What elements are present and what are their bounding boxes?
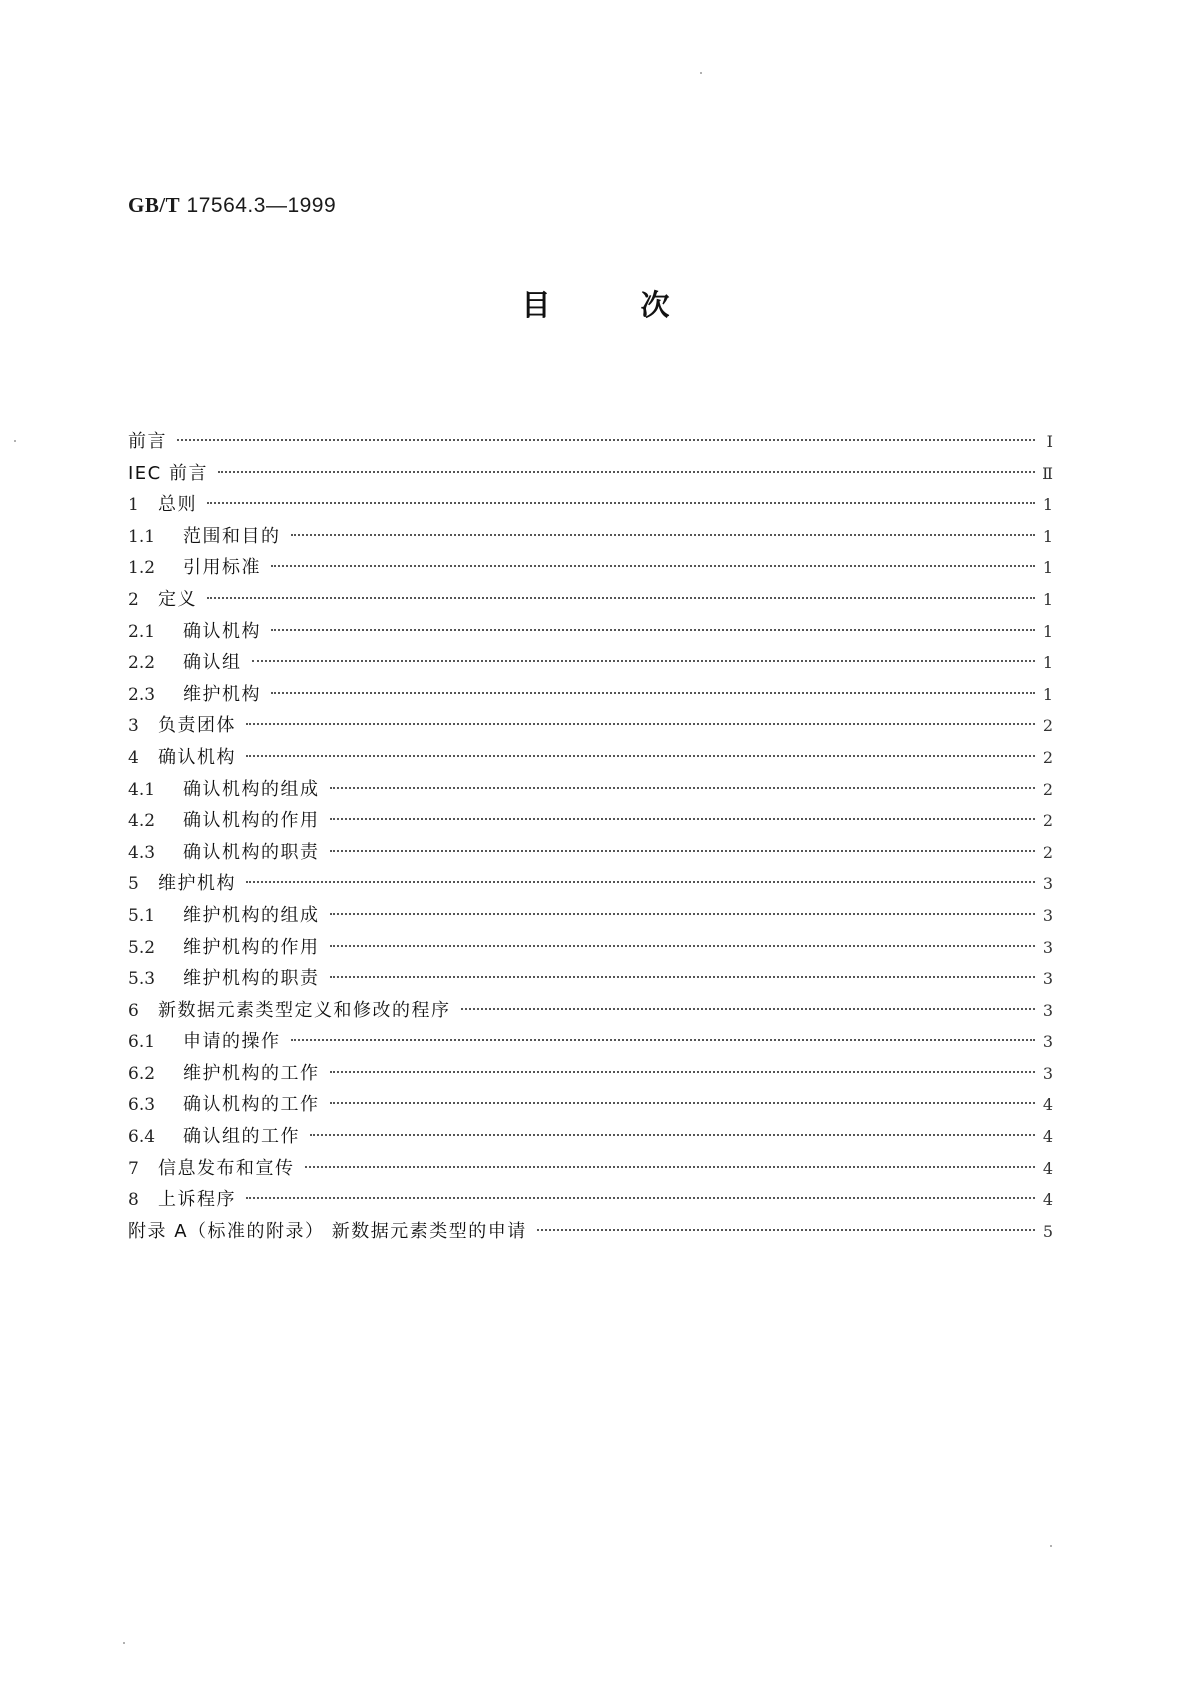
- toc-entry-number: 1.2: [128, 558, 156, 579]
- dot-leader: [177, 439, 1035, 441]
- toc-entry-number: 6.2: [128, 1063, 156, 1084]
- dot-leader: [537, 1229, 1035, 1231]
- toc-entry: [128, 1058, 1053, 1090]
- toc-entry: [128, 426, 1053, 458]
- toc-entry: [128, 1026, 1053, 1058]
- dot-leader: [305, 1166, 1036, 1168]
- standard-code: [128, 193, 336, 218]
- toc-entry-page: 3: [1042, 874, 1053, 894]
- toc-entry-number: 1: [128, 495, 139, 516]
- toc-entry-number: 6: [128, 1000, 139, 1021]
- toc-entry-number: 4.2: [128, 811, 156, 832]
- toc-entry-title: 维护机构: [158, 873, 236, 895]
- toc-entry-number: 6.3: [128, 1095, 156, 1116]
- toc-entry-page: 1: [1042, 495, 1053, 515]
- toc-entry-number: 5.3: [128, 969, 156, 990]
- dot-leader: [291, 534, 1036, 536]
- dot-leader: [218, 471, 1035, 473]
- scan-speck: [1050, 1545, 1052, 1547]
- toc-entry-page: 2: [1042, 747, 1053, 767]
- toc-entry: [128, 805, 1053, 837]
- toc-entry-number: 2.3: [128, 684, 156, 705]
- toc-entry-title: 前言: [128, 431, 167, 452]
- toc-entry-title: 范围和目的: [183, 525, 281, 547]
- scan-speck: [14, 440, 16, 442]
- dot-leader: [252, 660, 1036, 662]
- toc-entry-page: 1: [1042, 526, 1053, 546]
- standard-prefix: GB/T: [128, 193, 181, 217]
- toc-entry-title: 确认机构: [183, 620, 261, 642]
- toc-entry-page: 2: [1042, 779, 1053, 799]
- dot-leader: [207, 597, 1035, 599]
- dot-leader: [330, 787, 1036, 789]
- toc-entry-page: 3: [1042, 969, 1053, 989]
- title-char-1: 目: [521, 288, 551, 322]
- toc-entry-title: 确认组: [183, 652, 242, 674]
- toc-entry-page: 3: [1042, 1032, 1053, 1052]
- toc-entry: [128, 679, 1053, 711]
- toc-entry-page: 5: [1042, 1221, 1053, 1241]
- toc-entry: [128, 458, 1053, 490]
- toc-entry-number: 2.2: [128, 653, 156, 674]
- toc-entry-page: 1: [1042, 621, 1053, 641]
- toc-entry-page: 3: [1042, 1063, 1053, 1083]
- toc-entry-number: 4.1: [128, 779, 156, 800]
- toc-entry-title: 申请的操作: [183, 1031, 281, 1053]
- toc-entry-title: 确认机构的职责: [183, 841, 320, 863]
- dot-leader: [207, 502, 1035, 504]
- toc-entry-title: 附录 A（标准的附录） 新数据元素类型的申请: [128, 1220, 527, 1242]
- toc-entry: [128, 900, 1053, 932]
- toc-entry-title: 维护机构: [183, 683, 261, 705]
- toc-entry-page: 4: [1042, 1127, 1053, 1147]
- toc-entry-page: 1: [1042, 589, 1053, 609]
- dot-leader: [330, 1071, 1036, 1073]
- toc-entry-title: 维护机构的组成: [183, 904, 320, 926]
- toc-entry-title: 确认机构的作用: [183, 810, 320, 832]
- title-char-2: 次: [640, 288, 670, 322]
- toc-entry-title: 确认机构的组成: [183, 778, 320, 800]
- toc-entry: [128, 963, 1053, 995]
- toc-entry-page: 4: [1042, 1190, 1053, 1210]
- dot-leader: [330, 913, 1036, 915]
- scan-speck: [700, 72, 702, 74]
- toc-entry: [128, 1184, 1053, 1216]
- scan-speck: [123, 1642, 125, 1644]
- dot-leader: [246, 1197, 1035, 1199]
- toc-entry-title: 维护机构的作用: [183, 936, 320, 958]
- toc-entry: [128, 584, 1053, 616]
- toc-entry-title: 定义: [158, 588, 197, 610]
- page-title: [0, 283, 1191, 324]
- toc-entry: [128, 616, 1053, 648]
- toc-entry: [128, 1089, 1053, 1121]
- toc-entry: [128, 837, 1053, 869]
- toc-entry: [128, 1153, 1053, 1185]
- toc-entry: [128, 1121, 1053, 1153]
- toc-entry-number: 2.1: [128, 621, 156, 642]
- toc-entry-title: 新数据元素类型定义和修改的程序: [158, 999, 451, 1021]
- toc-entry-page: 3: [1042, 1000, 1053, 1020]
- toc-entry: [128, 647, 1053, 679]
- dot-leader: [246, 723, 1035, 725]
- toc-entry: [128, 868, 1053, 900]
- toc-entry-title: 维护机构的职责: [183, 968, 320, 990]
- toc-entry-title: 维护机构的工作: [183, 1062, 320, 1084]
- toc-entry-number: 7: [128, 1158, 139, 1179]
- toc-entry: [128, 710, 1053, 742]
- toc-entry-title: 确认机构: [158, 746, 236, 768]
- table-of-contents: [128, 426, 1053, 1247]
- toc-entry: [128, 995, 1053, 1027]
- dot-leader: [271, 565, 1035, 567]
- toc-entry-number: 6.4: [128, 1127, 156, 1148]
- toc-entry-number: 5: [128, 874, 139, 895]
- toc-entry-title: 引用标准: [183, 557, 261, 579]
- dot-leader: [246, 755, 1035, 757]
- toc-entry: [128, 552, 1053, 584]
- toc-entry-page: 3: [1042, 937, 1053, 957]
- toc-entry-page: 1: [1042, 684, 1053, 704]
- dot-leader: [330, 945, 1036, 947]
- dot-leader: [330, 818, 1036, 820]
- toc-entry-number: 6.1: [128, 1032, 156, 1053]
- toc-entry-title: 确认机构的工作: [183, 1094, 320, 1116]
- toc-entry-number: 4.3: [128, 842, 156, 863]
- toc-entry: [128, 521, 1053, 553]
- toc-entry-page: 2: [1042, 716, 1053, 736]
- toc-entry-page: 1: [1042, 653, 1053, 673]
- toc-entry-title: IEC 前言: [128, 462, 208, 484]
- toc-entry: [128, 932, 1053, 964]
- toc-entry-number: 4: [128, 747, 139, 768]
- toc-entry-title: 信息发布和宣传: [158, 1157, 295, 1179]
- toc-entry-number: 2: [128, 589, 139, 610]
- toc-entry: [128, 1216, 1053, 1248]
- toc-entry-title: 总则: [158, 494, 197, 516]
- toc-entry-page: 1: [1042, 558, 1053, 578]
- dot-leader: [271, 692, 1035, 694]
- dot-leader: [461, 1008, 1036, 1010]
- toc-entry: [128, 742, 1053, 774]
- toc-entry-title: 上诉程序: [158, 1189, 236, 1211]
- dot-leader: [330, 976, 1036, 978]
- toc-entry-page: Ⅱ: [1042, 463, 1053, 483]
- toc-entry-page: 4: [1042, 1095, 1053, 1115]
- dot-leader: [310, 1134, 1035, 1136]
- dot-leader: [246, 881, 1035, 883]
- toc-entry-number: 5.2: [128, 937, 156, 958]
- toc-entry: [128, 489, 1053, 521]
- standard-number: 17564.3—1999: [186, 194, 337, 217]
- dot-leader: [271, 629, 1035, 631]
- toc-entry-number: 5.1: [128, 905, 156, 926]
- toc-entry-title: 负责团体: [158, 715, 236, 737]
- dot-leader: [330, 1102, 1036, 1104]
- toc-entry: [128, 774, 1053, 806]
- toc-entry-page: 2: [1042, 811, 1053, 831]
- toc-entry-page: 3: [1042, 905, 1053, 925]
- toc-entry-page: 4: [1042, 1158, 1053, 1178]
- dot-leader: [330, 850, 1036, 852]
- toc-entry-page: I: [1046, 432, 1053, 451]
- toc-entry-number: 1.1: [128, 526, 156, 547]
- toc-entry-page: 2: [1042, 842, 1053, 862]
- dot-leader: [291, 1039, 1036, 1041]
- toc-entry-number: 8: [128, 1190, 139, 1211]
- toc-entry-title: 确认组的工作: [183, 1126, 300, 1148]
- toc-entry-number: 3: [128, 716, 139, 737]
